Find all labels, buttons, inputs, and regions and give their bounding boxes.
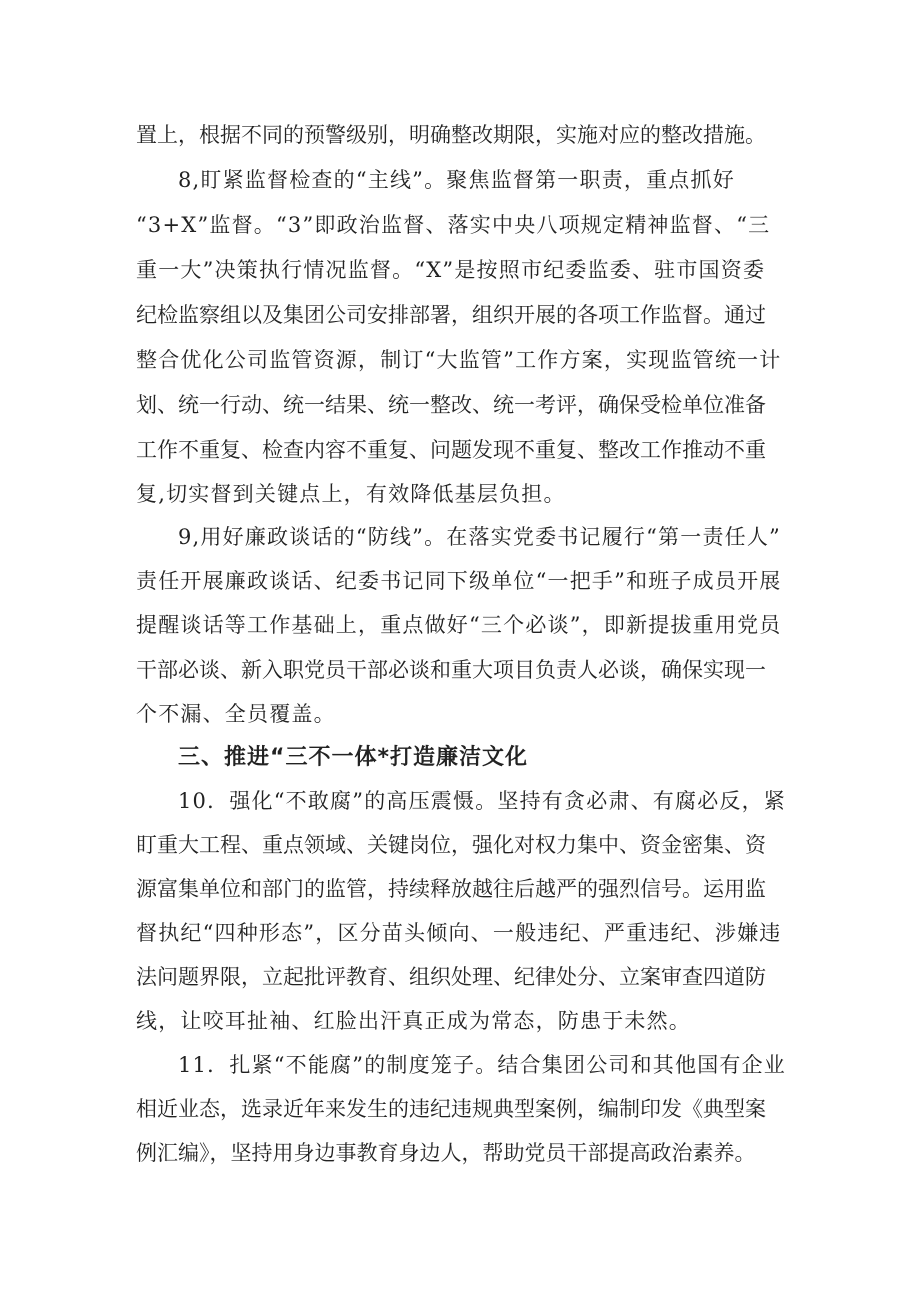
section-heading: 三、推进“三不一体*打造廉洁文化 — [178, 745, 528, 770]
paragraph-line: 相近业态，选录近年来发生的违纪违规典型案例，编制印发《典型案 — [136, 1097, 766, 1121]
paragraph-line: 提醒谈话等工作基础上，重点做好“三个必谈”，即新提拔重用党员 — [136, 613, 782, 637]
paragraph-line: 个不漏、全员覆盖。 — [136, 702, 336, 726]
paragraph-line: 整合优化公司监管资源，制订“大监管”工作方案，实现监管统一计 — [136, 348, 782, 372]
paragraph-line: 10．强化“不敢腐”的高压震慑。坚持有贪必肃、有腐必反，紧 — [178, 789, 786, 813]
paragraph-line: 干部必谈、新入职党员干部必谈和重大项目负责人必谈，确保实现一 — [136, 658, 766, 682]
paragraph-line: 9,用好廉政谈话的“防线”。在落实党委书记履行“第一责任人” — [178, 525, 781, 549]
paragraph-line: 源富集单位和部门的监管，持续释放越往后越严的强烈信号。运用监 — [136, 877, 766, 901]
paragraph-line: 划、统一行动、统一结果、统一整改、统一考评，确保受检单位准备 — [136, 393, 766, 417]
paragraph-line: 11．扎紧“不能腐”的制度笼子。结合集团公司和其他国有企业 — [178, 1053, 786, 1077]
paragraph-line: 责任开展廉政谈话、纪委书记同下级单位“一把手”和班子成员开展 — [136, 569, 782, 593]
paragraph-line: 线，让咬耳扯袖、红脸出汗真正成为常态，防患于未然。 — [136, 1009, 691, 1033]
paragraph-line: 置上，根据不同的预警级别，明确整改期限，实施对应的整改措施。 — [136, 123, 766, 147]
paragraph-line: 复,切实督到关键点上，有效降低基层负担。 — [136, 482, 566, 506]
paragraph-line: “3+X”监督。“3”即政治监督、落实中央八项规定精神监督、“三 — [136, 213, 771, 237]
paragraph-line: 工作不重复、检查内容不重复、问题发现不重复、整改工作推动不重 — [136, 438, 766, 462]
paragraph-line: 督执纪“四种形态”，区分苗头倾向、一般违纪、严重违纪、涉嫌违 — [136, 921, 782, 945]
paragraph-line: 8,盯紧监督检查的“主线”。聚焦监督第一职责，重点抓好 — [178, 168, 735, 192]
paragraph-line: 例汇编》，坚持用身边事教育身边人，帮助党员干部提高政治素养。 — [136, 1141, 756, 1165]
paragraph-line: 重一大”决策执行情况监督。“X”是按照市纪委监委、驻市国资委 — [136, 258, 766, 282]
paragraph-line: 盯重大工程、重点领域、关键岗位，强化对权力集中、资金密集、资 — [136, 833, 766, 857]
paragraph-line: 法问题界限，立起批评教育、组织处理、纪律处分、立案审查四道防 — [136, 965, 766, 989]
paragraph-line: 纪检监察组以及集团公司安排部署，组织开展的各项工作监督。通过 — [136, 303, 766, 327]
